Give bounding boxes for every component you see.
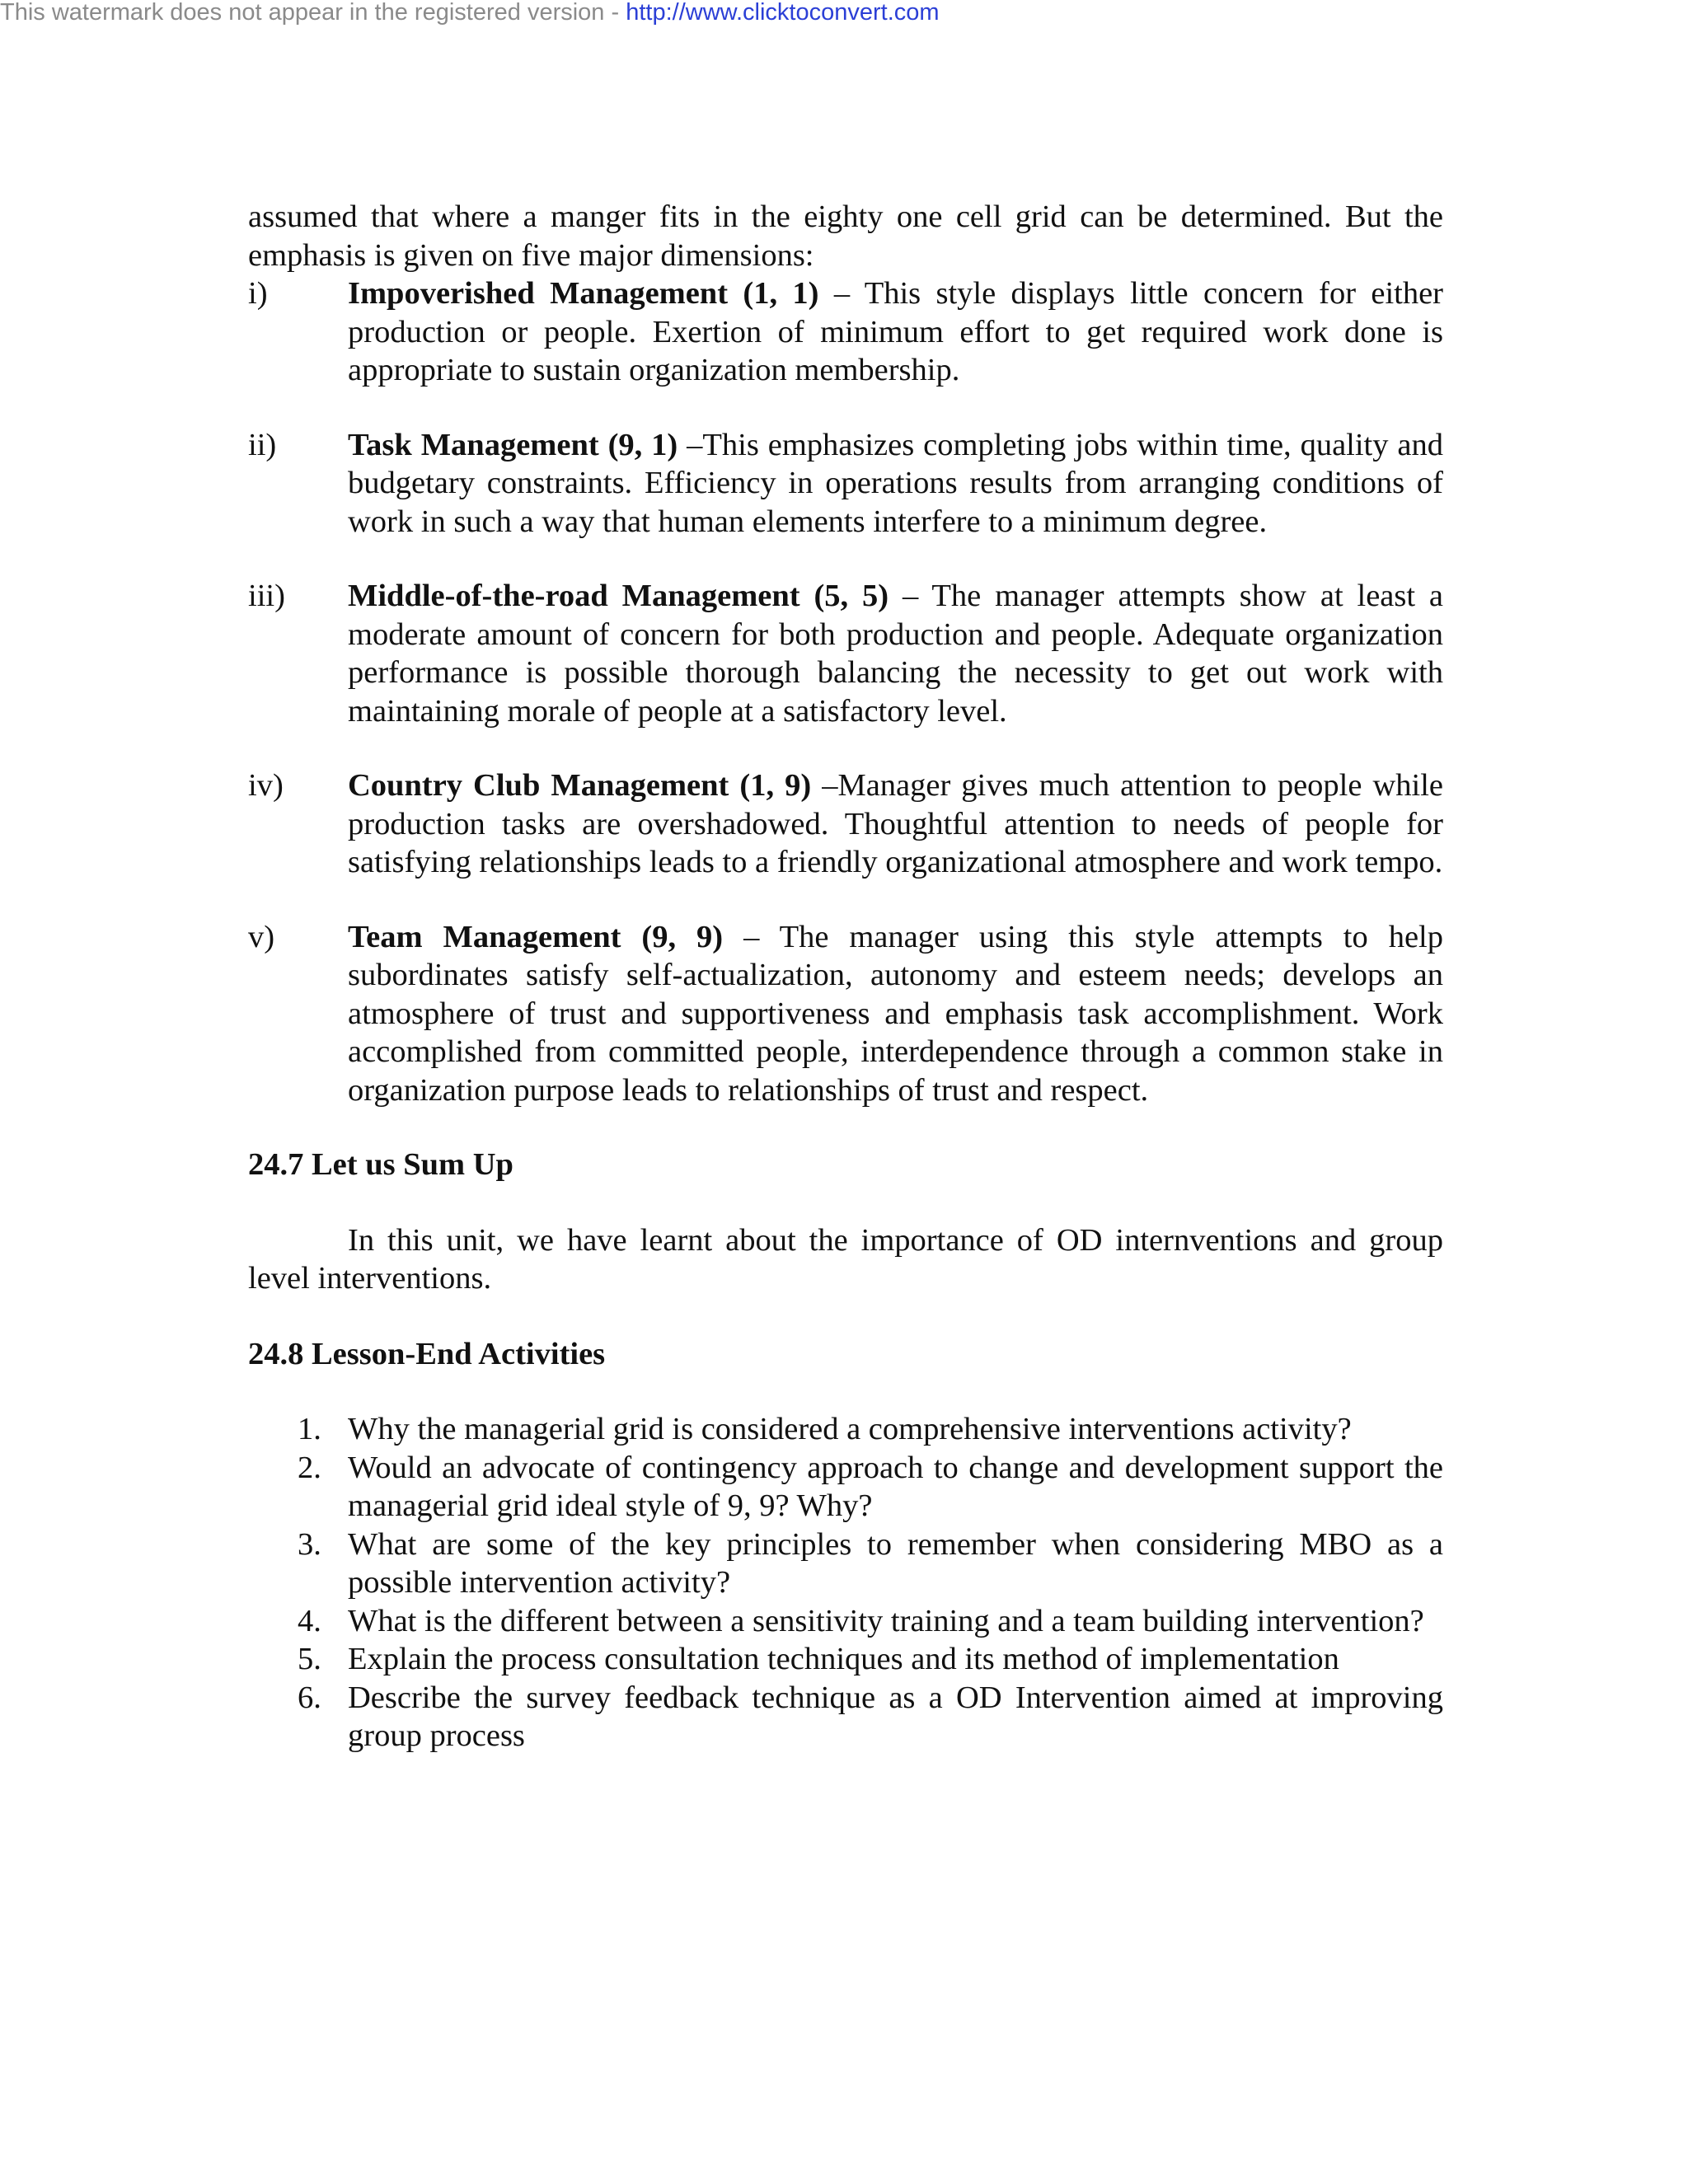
style-description: This emphasizes completing jobs within time, quality and budgetary constraints. Efficiency in operations results from arranging conditions of work in such a way that human elements interfere to a minimum degree. xyxy=(348,427,1443,539)
list-item xyxy=(248,1410,1443,1449)
style-separator: – xyxy=(678,427,703,462)
style-title: Team Management (9, 9) xyxy=(348,919,724,954)
list-item xyxy=(248,1679,1443,1755)
style-marker: i) xyxy=(248,276,268,311)
activities-list xyxy=(248,1410,1443,1755)
managerial-styles-list xyxy=(248,274,1443,1109)
list-item-text: Why the managerial grid is considered a comprehensive interventions activity? xyxy=(348,1412,1352,1446)
style-description: This style displays little concern for either production or people. Exertion of minimum effort to get required work done is appropriate to sustain organization membership. xyxy=(348,276,1444,387)
style-description: The manager using this style attempts to help subordinates satisfy self-actualization, autonomy and esteem needs; develops an atmosphere of trust and supportiveness and emphasis task accomplishment. Work accomplished from committed people, interdependence through a common stake in organization purpose leads to relationships of trust and respect. xyxy=(348,919,1443,1108)
style-item-4 xyxy=(248,766,1443,882)
list-item-text: Would an advocate of contingency approach to change and development support the managerial grid ideal style of 9, 9? Why? xyxy=(348,1450,1443,1523)
list-item-text: What is the different between a sensitivity training and a team building intervention? xyxy=(348,1603,1424,1638)
intro-paragraph: assumed that where a manger fits in the eighty one cell grid can be determined. But the emphasis is given on five major dimensions: xyxy=(248,199,1443,273)
list-item xyxy=(248,1640,1443,1679)
list-item-text: Explain the process consultation techniques and its method of implementation xyxy=(348,1642,1339,1676)
watermark-banner xyxy=(0,0,1688,28)
style-item-1 xyxy=(248,274,1443,390)
list-item xyxy=(248,1602,1443,1641)
list-number: 3. xyxy=(298,1526,321,1562)
style-title: Middle-of-the-road Management (5, 5) xyxy=(348,579,889,613)
style-marker: v) xyxy=(248,919,275,954)
style-item-5 xyxy=(248,918,1443,1110)
section-heading-activities: 24.8 Lesson-End Activities xyxy=(248,1336,606,1371)
style-description: Manager gives much attention to people while production tasks are overshadowed. Thoughtful attention to needs of people for satisfying relationships leads to a friendly organizational atmosphere and work tempo. xyxy=(348,768,1444,879)
style-marker: iii) xyxy=(248,579,285,613)
section-heading-sum-up: 24.7 Let us Sum Up xyxy=(248,1147,513,1182)
list-number: 5. xyxy=(298,1642,321,1676)
list-number: 4. xyxy=(298,1603,321,1638)
style-marker: iv) xyxy=(248,768,284,803)
list-number: 2. xyxy=(298,1450,321,1485)
list-item-text: Describe the survey feedback technique as a OD Intervention aimed at improving group process xyxy=(348,1680,1443,1753)
style-marker: ii) xyxy=(248,427,277,462)
style-item-2 xyxy=(248,426,1443,541)
list-item xyxy=(248,1526,1443,1602)
watermark-text: This watermark does not appear in the registered version - xyxy=(0,0,626,26)
list-item xyxy=(248,1449,1443,1526)
style-separator: – xyxy=(723,919,780,954)
style-title: Country Club Management (1, 9) xyxy=(348,768,812,803)
style-item-3 xyxy=(248,577,1443,730)
list-item-text: What are some of the key principles to remember when considering MBO as a possible intervention activity? xyxy=(348,1526,1443,1600)
style-separator: – xyxy=(818,276,865,311)
watermark-link[interactable]: http://www.clicktoconvert.com xyxy=(626,0,940,26)
sum-up-paragraph: In this unit, we have learnt about the importance of OD internventions and group level interventions. xyxy=(248,1222,1443,1296)
list-number: 6. xyxy=(298,1680,321,1715)
style-separator: – xyxy=(889,579,932,613)
list-number: 1. xyxy=(298,1412,321,1446)
style-title: Task Management (9, 1) xyxy=(348,427,678,462)
style-description: The manager attempts show at least a moderate amount of concern for both production and people. Adequate organization performance is possible thorough balancing the necessity to get out work with maintaining morale of people at a satisfactory level. xyxy=(348,579,1443,729)
document-page xyxy=(248,198,1443,1755)
style-title: Impoverished Management (1, 1) xyxy=(348,276,819,311)
style-separator: – xyxy=(811,768,838,803)
